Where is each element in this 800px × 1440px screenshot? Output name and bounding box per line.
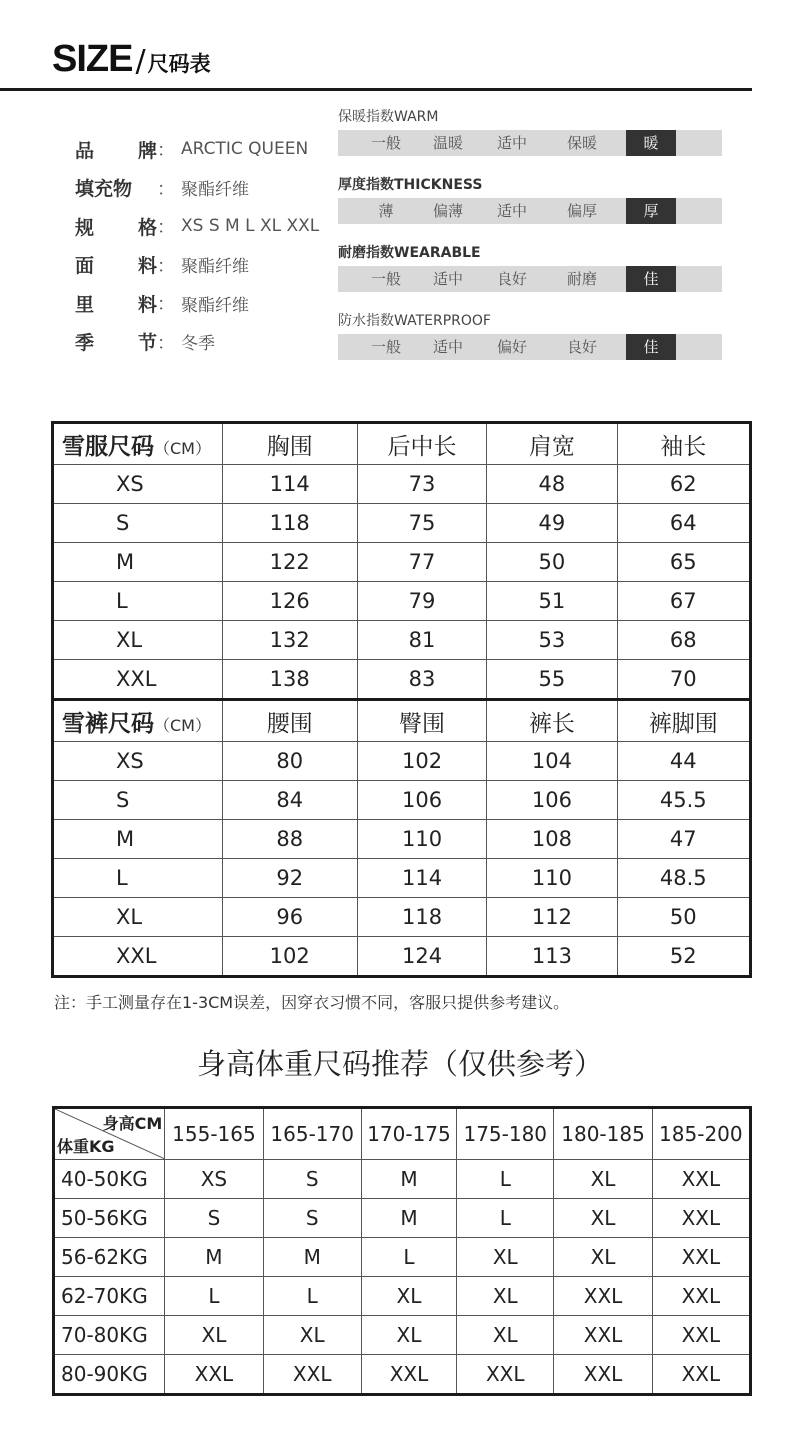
recommended-size-cell: S [263, 1160, 361, 1199]
recommended-size-cell: XXL [652, 1355, 750, 1395]
measurement-cell: 70 [617, 660, 750, 700]
recommended-size-cell: XXL [361, 1355, 456, 1395]
spec-value: 冬季 [181, 334, 215, 355]
spec-label-text: 里 [75, 293, 95, 316]
spec-row [75, 130, 319, 169]
size-heading: SIZE [52, 38, 133, 80]
measurement-cell: 114 [357, 859, 486, 898]
header-divider [0, 88, 752, 91]
recommended-size-cell: XL [457, 1277, 554, 1316]
size-label-cell: XS [53, 742, 223, 781]
table-row [53, 742, 751, 781]
measurement-cell: 126 [222, 582, 357, 621]
measurement-cell: 48 [487, 465, 617, 504]
index-title: 防水指数WATERPROOF [338, 313, 491, 329]
recommended-size-cell: XL [554, 1160, 652, 1199]
table-row [53, 859, 751, 898]
measurement-cell: 138 [222, 660, 357, 700]
spec-row [75, 323, 319, 362]
recommended-size-cell: XXL [554, 1316, 652, 1355]
index-level: 偏好 [496, 338, 527, 356]
size-label-cell: M [53, 820, 223, 859]
recommended-size-cell: XL [457, 1238, 554, 1277]
recommended-size-cell: S [165, 1199, 263, 1238]
height-axis-label: 身高CM [102, 1114, 163, 1133]
table-row [53, 781, 751, 820]
spec-label-text: 料 [137, 293, 157, 316]
index-title: 耐磨指数WEARABLE [338, 245, 481, 261]
spec-label-text: 品 [75, 139, 95, 162]
recommended-size-cell: XXL [165, 1355, 263, 1395]
measurement-cell: 49 [487, 504, 617, 543]
jacket-title-cell [53, 423, 223, 465]
weight-range-cell: 62-70KG [54, 1277, 165, 1316]
index-level: 适中 [496, 134, 527, 152]
spec-label-text: 面 [75, 255, 95, 278]
recommended-size-cell: XL [457, 1316, 554, 1355]
recommendation-title: 身高体重尺码推荐（仅供参考） [196, 1047, 603, 1081]
size-chart-heading: 尺码表 [147, 52, 211, 76]
measurement-note: 注：手工测量存在1-3CM误差，因穿衣习惯不同，客服只提供参考建议。 [54, 993, 570, 1012]
index-bar [338, 130, 722, 156]
index-level: 保暖 [566, 134, 597, 152]
table-row [54, 1160, 751, 1199]
recommended-size-cell: XL [554, 1199, 652, 1238]
size-label-cell: XL [53, 898, 223, 937]
index-level: 适中 [496, 202, 527, 220]
size-label-cell: S [53, 781, 223, 820]
index-level-selected: 佳 [626, 334, 676, 360]
spec-colon: ： [157, 178, 175, 200]
spec-row [75, 284, 319, 323]
measurement-cell: 73 [357, 465, 486, 504]
height-range-header: 155-165 [165, 1108, 263, 1160]
recommended-size-cell: XL [263, 1316, 361, 1355]
index-level: 良好 [496, 270, 527, 288]
index-level: 适中 [432, 270, 463, 288]
measurement-cell: 51 [487, 582, 617, 621]
column-header: 裤脚围 [617, 700, 750, 742]
measurement-cell: 110 [487, 859, 617, 898]
height-range-header: 180-185 [554, 1108, 652, 1160]
measurement-cell: 50 [617, 898, 750, 937]
recommended-size-cell: XXL [457, 1355, 554, 1395]
column-header: 裤长 [487, 700, 617, 742]
pants-title: 雪裤尺码 [62, 710, 154, 737]
weight-axis-label: 体重KG [57, 1137, 115, 1156]
index-level: 一般 [370, 338, 401, 356]
spec-label-text: 料 [137, 255, 157, 278]
spec-label-text: 节 [137, 332, 157, 355]
measurement-cell: 53 [487, 621, 617, 660]
table-row [54, 1199, 751, 1238]
measurement-cell: 75 [357, 504, 486, 543]
recommended-size-cell: XXL [263, 1355, 361, 1395]
size-label-cell: L [53, 582, 223, 621]
spec-colon: ： [157, 255, 175, 277]
spec-label [75, 136, 157, 163]
measurement-cell: 50 [487, 543, 617, 582]
spec-colon: ： [157, 217, 175, 239]
index-level: 良好 [566, 338, 597, 356]
measurement-cell: 77 [357, 543, 486, 582]
measurement-cell: 114 [222, 465, 357, 504]
weight-range-cell: 40-50KG [54, 1160, 165, 1199]
index-level-selected: 厚 [626, 198, 676, 224]
spec-colon: ： [157, 140, 175, 162]
weight-range-cell: 50-56KG [54, 1199, 165, 1238]
product-specs [75, 130, 319, 361]
recommended-size-cell: XXL [652, 1238, 750, 1277]
measurement-cell: 102 [357, 742, 486, 781]
index-level: 适中 [432, 338, 463, 356]
recommended-size-cell: XL [554, 1238, 652, 1277]
pants-title-cell [53, 700, 223, 742]
jacket-unit: （CM） [154, 438, 211, 458]
recommended-size-cell: L [165, 1277, 263, 1316]
size-label-cell: XXL [53, 660, 223, 700]
recommended-size-cell: M [165, 1238, 263, 1277]
measurement-cell: 80 [222, 742, 357, 781]
index-level: 耐磨 [566, 270, 597, 288]
measurement-cell: 45.5 [617, 781, 750, 820]
table-row [53, 660, 751, 700]
table-row [53, 465, 751, 504]
recommended-size-cell: L [457, 1160, 554, 1199]
spec-value: 聚酯纤维 [181, 180, 249, 201]
measurement-cell: 110 [357, 820, 486, 859]
spec-colon: ： [157, 294, 175, 316]
table-row [54, 1355, 751, 1395]
page-header [52, 38, 211, 82]
size-label-cell: XXL [53, 937, 223, 977]
index-title: 保暖指数WARM [338, 109, 439, 125]
table-row [53, 937, 751, 977]
recommended-size-cell: S [263, 1199, 361, 1238]
spec-label [75, 174, 157, 201]
size-label-cell: XL [53, 621, 223, 660]
heading-slash: / [135, 44, 146, 79]
table-row [54, 1316, 751, 1355]
recommended-size-cell: XXL [652, 1160, 750, 1199]
measurement-cell: 67 [617, 582, 750, 621]
index-title: 厚度指数THICKNESS [338, 177, 483, 193]
spec-value: ARCTIC QUEEN [181, 139, 309, 160]
height-range-header: 185-200 [652, 1108, 750, 1160]
measurement-cell: 68 [617, 621, 750, 660]
jacket-title: 雪服尺码 [62, 433, 154, 460]
recommended-size-cell: XXL [554, 1277, 652, 1316]
measurement-cell: 118 [357, 898, 486, 937]
recommended-size-cell: XXL [652, 1277, 750, 1316]
measurement-cell: 47 [617, 820, 750, 859]
jacket-header-row [53, 423, 751, 465]
table-row [53, 820, 751, 859]
corner-cell [54, 1108, 165, 1160]
index-bar [338, 266, 722, 292]
spec-label-text: 牌 [137, 139, 157, 162]
index-bar [338, 198, 722, 224]
spec-value: 聚酯纤维 [181, 257, 249, 278]
recommended-size-cell: XL [361, 1316, 456, 1355]
spec-label-text: 填充物 [75, 178, 133, 201]
spec-label [75, 290, 157, 317]
table-row [54, 1238, 751, 1277]
column-header: 肩宽 [487, 423, 617, 465]
column-header: 腰围 [222, 700, 357, 742]
measurement-cell: 112 [487, 898, 617, 937]
weight-range-cell: 80-90KG [54, 1355, 165, 1395]
measurement-cell: 92 [222, 859, 357, 898]
measurement-cell: 104 [487, 742, 617, 781]
recommended-size-cell: XL [165, 1316, 263, 1355]
measurement-cell: 108 [487, 820, 617, 859]
spec-row [75, 207, 319, 246]
pants-header-row [53, 700, 751, 742]
measurement-cell: 106 [357, 781, 486, 820]
spec-label-text: 格 [137, 216, 157, 239]
measurement-cell: 44 [617, 742, 750, 781]
table-row [53, 504, 751, 543]
table-row [53, 621, 751, 660]
index-level: 温暖 [432, 134, 463, 152]
weight-range-cell: 56-62KG [54, 1238, 165, 1277]
recommended-size-cell: XL [361, 1277, 456, 1316]
measurement-cell: 52 [617, 937, 750, 977]
spec-value: XS S M L XL XXL [181, 216, 320, 237]
measurement-cell: 48.5 [617, 859, 750, 898]
index-level: 一般 [370, 134, 401, 152]
index-level: 一般 [370, 270, 401, 288]
measurement-cell: 55 [487, 660, 617, 700]
measurement-cell: 79 [357, 582, 486, 621]
measurement-cell: 84 [222, 781, 357, 820]
spec-colon: ： [157, 332, 175, 354]
spec-label-text: 季 [75, 332, 95, 355]
recommended-size-cell: M [361, 1160, 456, 1199]
index-level: 偏厚 [566, 202, 597, 220]
recommendation-header-row [54, 1108, 751, 1160]
recommendation-table [52, 1106, 752, 1396]
weight-range-cell: 70-80KG [54, 1316, 165, 1355]
height-range-header: 165-170 [263, 1108, 361, 1160]
measurement-cell: 106 [487, 781, 617, 820]
column-header: 臀围 [357, 700, 486, 742]
recommended-size-cell: XXL [652, 1316, 750, 1355]
spec-value: 聚酯纤维 [181, 295, 249, 316]
measurement-cell: 122 [222, 543, 357, 582]
index-level: 偏薄 [432, 202, 463, 220]
measurement-cell: 113 [487, 937, 617, 977]
recommended-size-cell: L [361, 1238, 456, 1277]
table-row [53, 582, 751, 621]
size-label-cell: M [53, 543, 223, 582]
measurement-cell: 88 [222, 820, 357, 859]
recommended-size-cell: M [263, 1238, 361, 1277]
pants-unit: （CM） [154, 715, 211, 735]
column-header: 后中长 [357, 423, 486, 465]
measurement-cell: 96 [222, 898, 357, 937]
spec-label [75, 251, 157, 278]
measurement-cell: 64 [617, 504, 750, 543]
height-range-header: 170-175 [361, 1108, 456, 1160]
spec-label [75, 213, 157, 240]
table-row [54, 1277, 751, 1316]
column-header: 胸围 [222, 423, 357, 465]
spec-label [75, 328, 157, 355]
spec-row [75, 169, 319, 208]
measurement-cell: 118 [222, 504, 357, 543]
recommended-size-cell: XXL [652, 1199, 750, 1238]
recommended-size-cell: L [263, 1277, 361, 1316]
index-bar [338, 334, 722, 360]
measurement-cell: 132 [222, 621, 357, 660]
performance-indices [338, 106, 722, 378]
height-range-header: 175-180 [457, 1108, 554, 1160]
size-label-cell: XS [53, 465, 223, 504]
measurement-cell: 83 [357, 660, 486, 700]
recommended-size-cell: XXL [554, 1355, 652, 1395]
measurement-cell: 102 [222, 937, 357, 977]
recommended-size-cell: XS [165, 1160, 263, 1199]
table-row [53, 898, 751, 937]
table-row [53, 543, 751, 582]
measurement-cell: 124 [357, 937, 486, 977]
index-level: 薄 [378, 202, 394, 220]
size-label-cell: S [53, 504, 223, 543]
index-level-selected: 佳 [626, 266, 676, 292]
size-label-cell: L [53, 859, 223, 898]
column-header: 袖长 [617, 423, 750, 465]
measurement-cell: 62 [617, 465, 750, 504]
size-table [51, 421, 752, 978]
spec-label-text: 规 [75, 216, 95, 239]
measurement-cell: 65 [617, 543, 750, 582]
measurement-cell: 81 [357, 621, 486, 660]
index-level-selected: 暖 [626, 130, 676, 156]
recommended-size-cell: L [457, 1199, 554, 1238]
recommended-size-cell: M [361, 1199, 456, 1238]
spec-row [75, 246, 319, 285]
